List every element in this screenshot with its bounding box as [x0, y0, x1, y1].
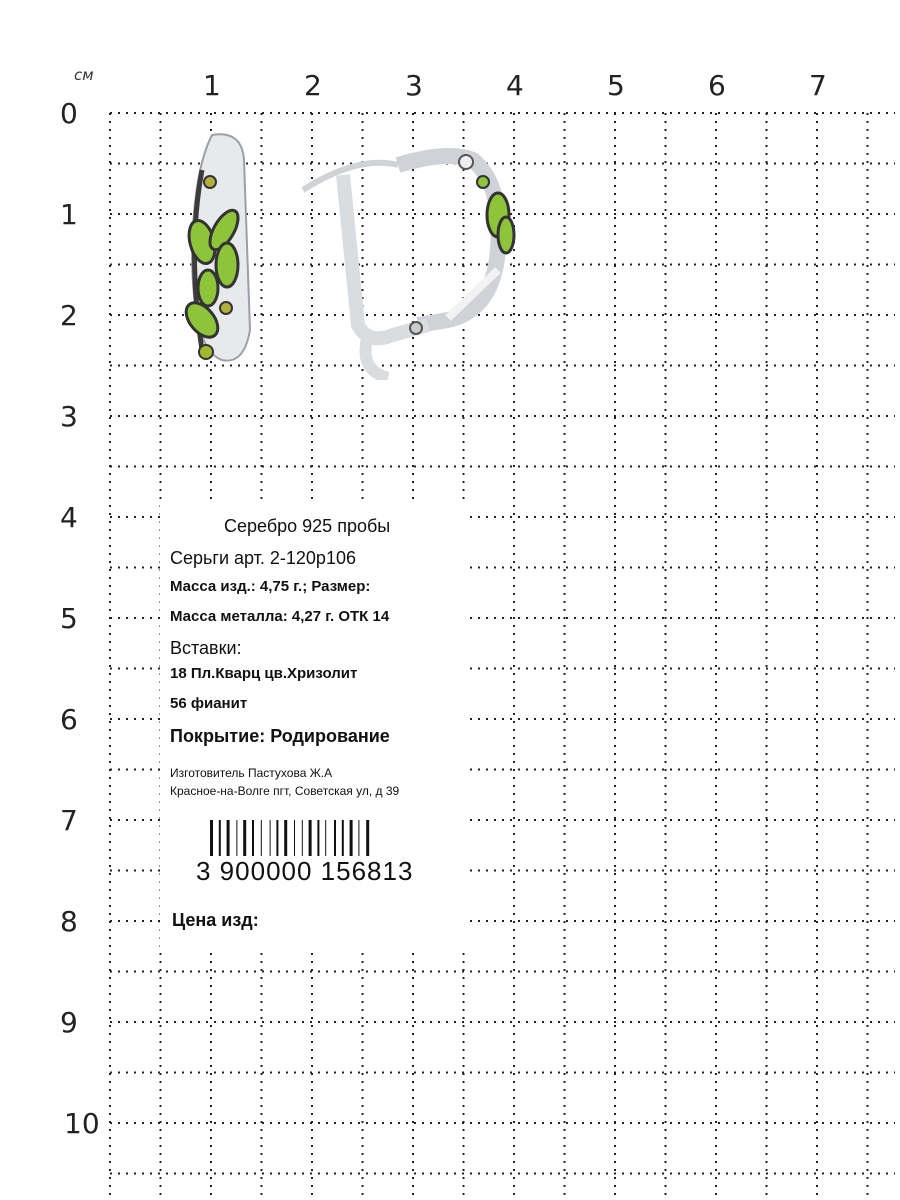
earring-side-image	[298, 140, 523, 380]
earring-front-image	[172, 130, 272, 370]
left-ruler-number: 1	[60, 198, 78, 231]
left-ruler-number: 4	[60, 501, 78, 534]
maker-label: Изготовитель Пастухова Ж.А	[170, 766, 333, 780]
top-ruler-number: 7	[809, 69, 827, 102]
left-ruler-number: 2	[60, 299, 78, 332]
insert-2: 56 фианит	[170, 695, 248, 712]
left-ruler-number: 10	[64, 1107, 100, 1140]
insert-1: 18 Пл.Кварц цв.Хризолит	[170, 665, 358, 682]
mass-item-label: Масса изд.: 4,75 г.; Размер:	[170, 578, 371, 595]
metal-label: Серебро 925 пробы	[224, 516, 391, 536]
top-ruler-number: 6	[708, 69, 726, 102]
top-ruler-number: 2	[304, 69, 322, 102]
unit-label: см	[74, 66, 94, 84]
address-label: Красное-на-Волге пгт, Советская ул, д 39	[170, 784, 400, 798]
coating-label: Покрытие: Родирование	[170, 726, 390, 746]
left-ruler-number: 8	[60, 905, 78, 938]
product-tag	[160, 500, 470, 950]
left-ruler-number: 7	[60, 804, 78, 837]
mass-metal-label: Масса металла: 4,27 г. ОТК 14	[170, 608, 390, 625]
left-ruler-number: 6	[60, 703, 78, 736]
barcode	[210, 820, 460, 860]
barcode-digits: 3 900000 156813	[196, 856, 414, 886]
left-ruler-number: 0	[60, 97, 78, 130]
left-ruler-number: 5	[60, 602, 78, 635]
top-ruler-number: 5	[607, 69, 625, 102]
left-ruler-number: 3	[60, 400, 78, 433]
left-ruler-number: 9	[60, 1006, 78, 1039]
top-ruler-number: 4	[506, 69, 524, 102]
price-label: Цена изд:	[172, 910, 259, 930]
article-label: Серьги арт. 2-120р106	[170, 548, 356, 568]
inserts-title: Вставки:	[170, 638, 242, 658]
top-ruler-number: 3	[405, 69, 423, 102]
top-ruler-number: 1	[203, 69, 221, 102]
